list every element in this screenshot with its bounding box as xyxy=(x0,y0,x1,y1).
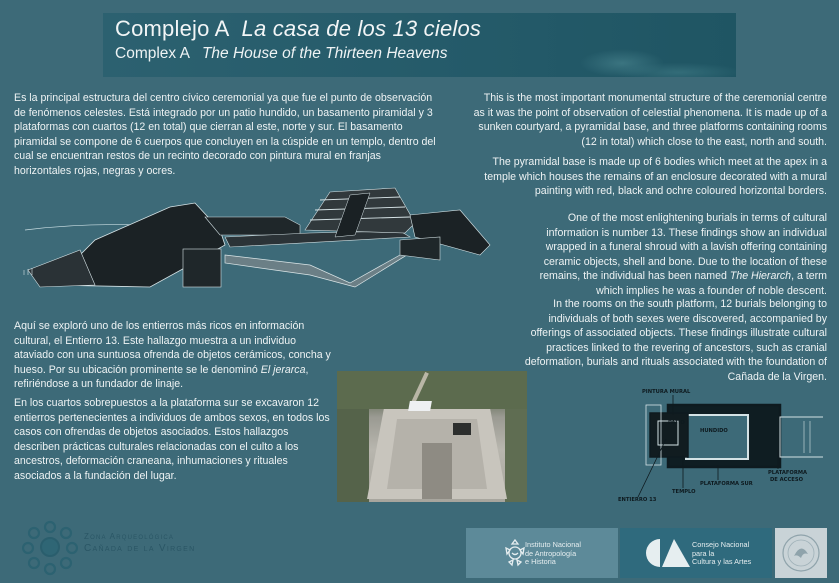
conaculta-line3: Cultura y las Artes xyxy=(692,557,752,567)
burial-en-name: The Hierarch xyxy=(729,270,792,283)
conaculta-name xyxy=(692,541,751,567)
plan-label-acceso-2: DE ACCESO xyxy=(770,477,803,483)
site-name-line1: Zona Arqueológica xyxy=(84,532,175,541)
title-es-prefix: Complejo A xyxy=(115,16,230,41)
conaculta-line1: Consejo Nacional xyxy=(692,540,750,549)
eagle-seal-icon xyxy=(775,528,827,578)
national-seal xyxy=(775,528,827,578)
paragraph-en-burial xyxy=(522,211,827,299)
paragraph-en-rooms: In the rooms on the south platform, 12 burials belonging to individuals of both sexes were discovered, accompanied by offerings of associated objects. These findings illustrate cultural practices linked to the revering of ancestors, such as cranial deformation, burials and rituals associated with the foundation of Cañada de la Virgen. xyxy=(524,298,827,383)
inah-logo xyxy=(466,528,618,578)
paragraph-es-burial xyxy=(14,319,334,392)
reconstruction-drawing xyxy=(20,175,500,290)
burial-es-text: Aquí se exploró uno de los entierros más ricos en información cultural, el Entierro 13. Este hallazgo muestra a un individuo ataviado con una suntuosa ofrenda de objetos cerámicos, concha y hueso. Por su ubicación prominente se le denominó xyxy=(14,320,331,376)
inah-line1: Instituto Nacional xyxy=(525,540,581,549)
site-logo xyxy=(22,518,232,576)
burial-en-text-end: , a term which implies he was a founder of noble descent. xyxy=(596,270,827,297)
site-plan xyxy=(618,385,823,505)
burial-es-name: El jerarca xyxy=(260,363,306,376)
inah-line3: e Historia xyxy=(525,557,556,567)
plan-label-entierro: ENTIERRO 13 xyxy=(618,497,657,503)
title-es-name: La casa de los 13 cielos xyxy=(241,16,482,41)
title-spanish xyxy=(115,16,481,42)
burial-en-text: One of the most enlightening burials in terms of cultural information is number 13. These findings show an individual wrapped in a funeral shroud with a lavish offering containing ceramic objects, shell and bone. Due to the location of these remains, the individual has been named xyxy=(539,212,827,283)
title-en-prefix: Complex A xyxy=(115,45,190,62)
plan-label-mural: PINTURA MURAL xyxy=(642,389,691,395)
site-name-line2: Cañada de la Virgen xyxy=(84,543,196,554)
plan-label-sur: PLATAFORMA SUR xyxy=(700,481,753,487)
paragraph-en-pyramid: The pyramidal base is made up of 6 bodies which meet at the apex in a temple which houses the remains of an enclosure decorated with a mural painting with red, black and ochre coloured horizontal borders. xyxy=(484,156,827,198)
photo-stairway xyxy=(422,443,452,499)
inah-line2: de Antropología xyxy=(525,548,577,558)
paragraph-es-rooms: En los cuartos sobrepuestos a la plataforma sur se excavaron 12 entierros pertenecientes a individuos de ambos sexos, en todos los casos con ofrendas de objetos asociados. Estos hallazgos describen prácticas culturales relacionadas con el culto a los ancestros, deformación craneana, inhumaciones y rituales asociados a la fundación del lugar. xyxy=(14,397,330,482)
paragraph-es-intro: Es la principal estructura del centro cívico ceremonial ya que fue el punto de observación de fenómenos celestes. Está integrado por un patio hundido, un basamento piramidal y 3 plataformas con cuartos (12 en total) que cierran al este, norte y sur. El basamento piramidal se compone de 6 cuerpos que concluyen en la cúspide en un templo, dentro del cual se encuentran restos de un recinto decorado con pintura mural en franjas horizontales rojas, negras y ocres. xyxy=(14,92,436,177)
title-en-name: The House of the Thirteen Heavens xyxy=(201,45,448,62)
banner-background-image xyxy=(546,31,736,77)
paragraph-en-intro: This is the most important monumental structure of the ceremonial centre as it was the point of observation of celestial phenomena. It is made up of a sunken courtyard, a pyramidal base, and three platforms containing rooms (12 in total) which close to the east, north and south. xyxy=(473,92,827,148)
plan-label-patio-1: PATIO xyxy=(668,420,685,426)
title-banner xyxy=(103,13,736,77)
plan-label-templo: TEMPLO xyxy=(672,489,696,495)
photo-field xyxy=(337,371,527,409)
plan-label-patio-2: HUNDIDO xyxy=(700,428,728,434)
conaculta-logo xyxy=(620,528,772,578)
title-english xyxy=(115,45,448,63)
photo-tarp xyxy=(408,401,432,411)
aerial-photo xyxy=(337,371,527,502)
photo-excavation xyxy=(453,423,471,435)
conaculta-line2: para la xyxy=(692,548,715,558)
photo-grass-left xyxy=(337,409,369,502)
spiral-sun-icon xyxy=(22,518,78,576)
plan-label-acceso-1: PLATAFORMA xyxy=(768,470,807,476)
photo-grass-right xyxy=(505,409,527,502)
inah-emblem-icon xyxy=(504,538,526,568)
burial-es-text-end: , refiriéndose a un fundador de linaje. xyxy=(14,363,309,391)
inah-name xyxy=(525,541,581,567)
conaculta-emblem-icon xyxy=(646,537,690,569)
